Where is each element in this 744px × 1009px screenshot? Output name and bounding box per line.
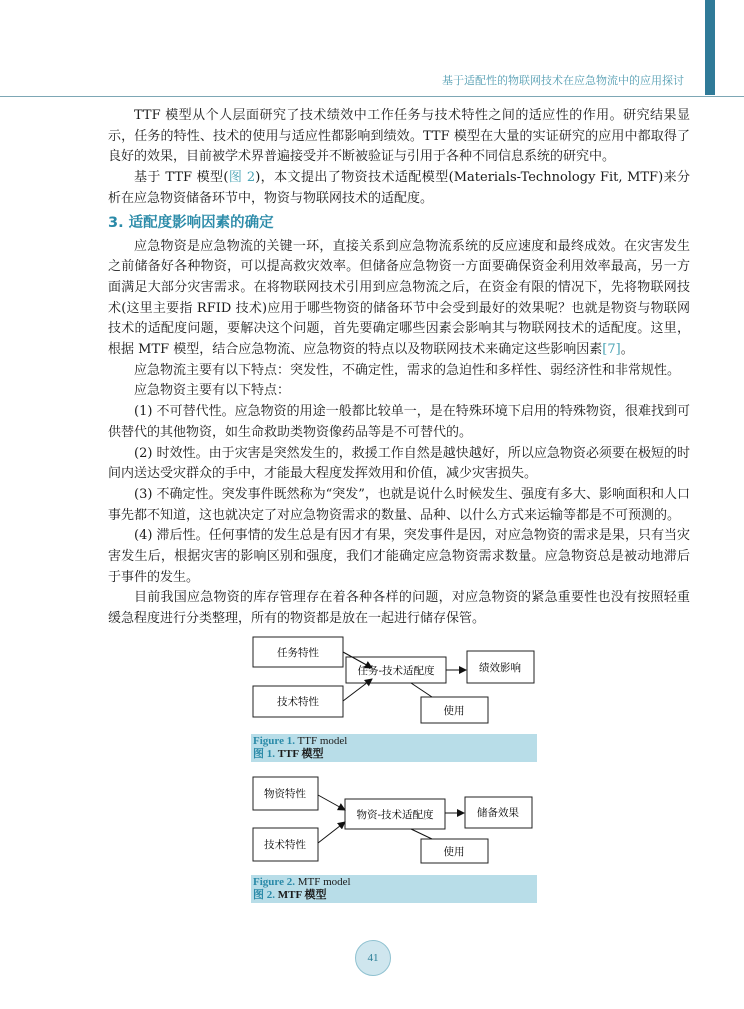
box-label: 物资-技术适配度: [356, 809, 434, 821]
caption-label: Figure 2.: [253, 876, 295, 888]
caption-text: TTF 模型: [275, 748, 324, 760]
text: )，本文提出了物资技术适配模型(Materials-Technology Fit, MTF)来分析在应急物资储备环节中，物资与物联网技术的适配度。: [108, 170, 691, 206]
paragraph: (3) 不确定性。突发事件既然称为“突发”，也就是说什么时候发生、强度有多大、影响面积和人口事先都不知道，这也就决定了对应急物资需求的数量、品种、以什么方式来运输等都是不可预测的。: [108, 486, 690, 523]
figure-1: [251, 635, 537, 762]
paragraph: [108, 237, 690, 361]
header-accent-bar: [705, 0, 715, 95]
header-rule: [0, 96, 744, 97]
mtf-diagram: [251, 775, 537, 867]
box-label: 物资特性: [264, 788, 306, 800]
caption-label: Figure 1.: [253, 735, 295, 747]
citation-link[interactable]: [7]: [602, 342, 621, 358]
running-title: 基于适配性的物联网技术在应急物流中的应用探讨: [442, 75, 684, 87]
page-number: 41: [355, 940, 391, 976]
paragraph: 应急物流主要有以下特点：突发性，不确定性，需求的急迫性和多样性、弱经济性和非常规性。: [134, 362, 681, 378]
connector-line: [411, 683, 432, 697]
figure-ref-link[interactable]: 图 2: [228, 170, 256, 186]
caption-text: MTF 模型: [275, 889, 327, 901]
box-label: 技术特性: [277, 696, 319, 708]
body-text: [108, 106, 690, 630]
paragraph: (4) 滞后性。任何事情的发生总是有因才有果，突发事件是因，对应急物资的需求是果，只有当灾害发生后，根据灾害的影响区别和强度，我们才能确定应急物资需求数量。应急物资总是被动地滞后于事件的发生。: [108, 528, 690, 585]
box-label: 储备效果: [477, 807, 519, 819]
figure-2: [251, 775, 537, 903]
box-label: 任务特性: [277, 647, 319, 659]
box-label: 技术特性: [264, 839, 306, 851]
box-label: 任务-技术适配度: [357, 665, 435, 677]
text: 。: [620, 342, 634, 358]
caption-label: 图 1.: [253, 748, 275, 760]
paragraph: TTF 模型从个人层面研究了技术绩效中工作任务与技术特性之间的适应性的作用。研究结果显示，任务的特性、技术的使用与适应性都影响到绩效。TTF 模型在大量的实证研究的应用中都取得了良好的效果，目前被学术界普遍接受并不断被验证与引用于各种不同信息系统的研究中。: [108, 108, 690, 165]
box-label: 绩效影响: [479, 662, 521, 674]
caption-text: MTF model: [294, 876, 351, 888]
text: 应急物资是应急物流的关键一环，直接关系到应急物流系统的反应速度和最终成效。在灾害发生之前储备好各种物资，可以提高救灾效率。但储备应急物资一方面要确保资金利用效率最高，另一方面满足大部分灾害需求。在将物联网技术引用到应急物流之后，在资金有限的情况下，先将物联网技术(这里主要指 RFID 技术)应用于哪些物资的储备环节中会受到最好的效果呢？也就是物资与物联网技术的适配度问题，要解决这个问题，首先要确定哪些因素会影响其与物联网技术的适配度。这里，根据 MTF 模型，结合应急物流、应急物资的特点以及物联网技术来确定这些影响因素: [108, 238, 690, 358]
box-label: 使用: [443, 846, 465, 858]
paragraph: [108, 168, 690, 209]
caption-text: TTF model: [294, 735, 348, 747]
connector-line: [411, 829, 432, 839]
ttf-diagram: [251, 635, 537, 727]
paragraph: 目前我国应急物资的库存管理存在着各种各样的问题，对应急物资的紧急重要性也没有按照轻重缓急程度进行分类整理，所有的物资都是放在一起进行储存保管。: [108, 590, 690, 627]
paragraph: 应急物资主要有以下特点：: [134, 383, 291, 399]
section-heading: 3. 适配度影响因素的确定: [108, 214, 274, 231]
text: 基于 TTF 模型(: [134, 170, 229, 186]
caption-label: 图 2.: [253, 889, 275, 901]
figure-caption: [251, 734, 537, 762]
paragraph: (1) 不可替代性。应急物资的用途一般都比较单一，是在特殊环境下启用的特殊物资，很难找到可供替代的其他物资，如生命救助类物资像药品等是不可替代的。: [108, 404, 690, 440]
box-label: 使用: [443, 705, 465, 717]
paragraph: (2) 时效性。由于灾害是突然发生的，救援工作自然是越快越好，所以应急物资必须要在极短的时间内送达受灾群众的手中，才能最大程度发挥效用和价值，减少灾害损失。: [108, 445, 690, 482]
arrow: [318, 795, 345, 810]
arrow: [318, 822, 345, 843]
figure-caption: [251, 875, 537, 903]
